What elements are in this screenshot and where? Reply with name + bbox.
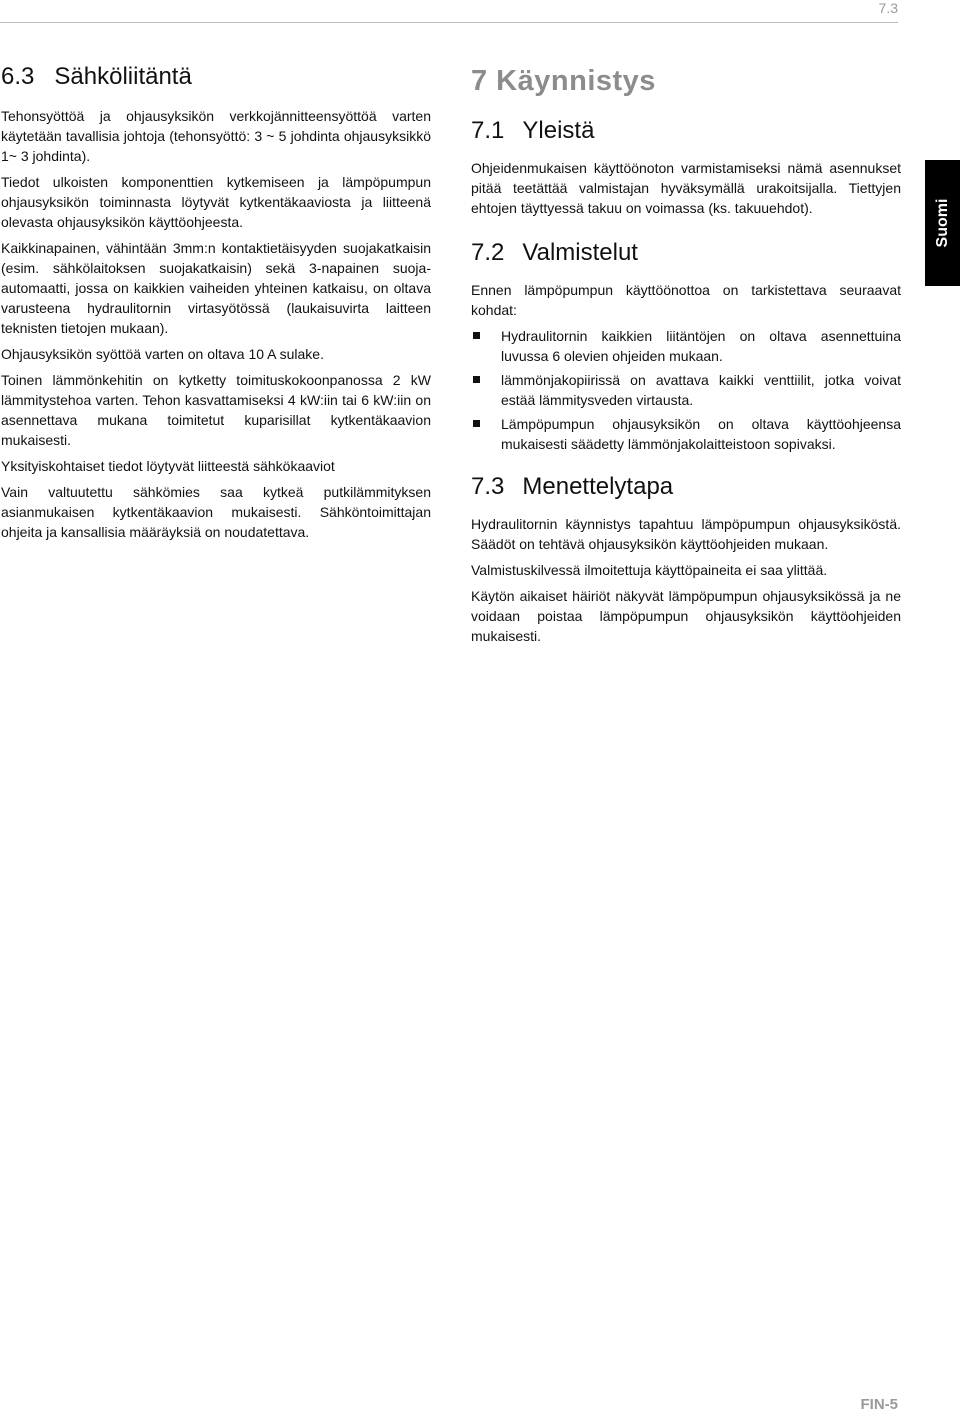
list-item-text: Lämpöpumpun ohjausyksikön on oltava käyttöohjeensa mukaisesti säädetty lämmönjakolaitteistoon sopivaksi.: [501, 416, 901, 452]
section-number: 7.2: [471, 239, 505, 266]
square-bullet-icon: [473, 332, 480, 339]
list-item: [471, 414, 901, 454]
paragraph: Käytön aikaiset häiriöt näkyvät lämpöpumpun ohjausyksikössä ja ne voidaan poistaa lämpöpumpun ohjausyksikön käyttöohjeiden mukaisesti.: [471, 588, 901, 644]
paragraph: Toinen lämmönkehitin on kytketty toimituskokoonpanossa 2 kW lämmitystehoa varten. Tehon kasvattamiseksi 4 kW:iin tai 6 kW:iin on asennettava mukana toimitetut kuparisillat kytkentäkaavion mukaisesti.: [1, 372, 431, 448]
paragraph: Valmistuskilvessä ilmoitettuja käyttöpaineita ei saa ylittää.: [471, 562, 828, 578]
language-tab: [925, 160, 960, 286]
paragraph: Tiedot ulkoisten komponenttien kytkemiseen ja lämpöpumpun ohjausyksikön toiminnasta löytyvät kytkentäkaaviosta ja liitteenä olevasta ohjausyksikön käyttöohjeesta.: [1, 174, 431, 230]
paragraph: Ennen lämpöpumpun käyttöönottoa on tarkistettava seuraavat kohdat:: [471, 282, 901, 318]
language-tab-label: Suomi: [933, 198, 951, 248]
paragraph: Ohjausyksikön syöttöä varten on oltava 10 A sulake.: [1, 346, 324, 362]
section-title: Valmistelut: [522, 239, 638, 266]
list-item-text: lämmönjakopiirissä on avattava kaikki venttiilit, jotka voivat estää lämmitysveden virtausta.: [501, 372, 901, 408]
section-heading-7-1: [471, 116, 901, 146]
section-number: 7.1: [471, 117, 505, 144]
header-divider: [0, 22, 898, 23]
checklist: [471, 326, 901, 454]
section-number: 6.3: [1, 63, 35, 90]
section-heading-7-3: [471, 472, 901, 502]
paragraph: Ohjeidenmukaisen käyttöönoton varmistamiseksi nämä asennukset pitää teetättää valmistajan hyväksymällä urakoitsijalla. Tiettyjen ehtojen täyttyessä takuu on voimassa (ks. takuuehdot).: [471, 160, 901, 216]
section-title: Sähköliitäntä: [54, 63, 192, 90]
left-column: [1, 60, 431, 548]
paragraph: Hydraulitornin käynnistys tapahtuu lämpöpumpun ohjausyksiköstä. Säädöt on tehtävä ohjausyksikön käyttöohjeiden mukaan.: [471, 516, 901, 552]
header-page-number: 7.3: [878, 0, 898, 16]
paragraph: Tehonsyöttöä ja ohjausyksikön verkkojännitteensyöttöä varten käytetään tavallisia johtoja (tehonsyöttö: 3 ~ 5 johdinta ohjausyksikkö 1~ 3 johdinta).: [1, 108, 431, 164]
section-title: Menettelytapa: [522, 473, 674, 500]
list-item: [471, 370, 901, 410]
section-title: Yleistä: [522, 117, 595, 144]
list-item: [471, 326, 901, 366]
list-item-text: Hydraulitornin kaikkien liitäntöjen on oltava asennettuina luvussa 6 olevien ohjeiden mukaan.: [501, 328, 901, 364]
section-heading-7-2: [471, 238, 901, 268]
paragraph: Yksityiskohtaiset tiedot löytyvät liitteestä sähkökaaviot: [1, 458, 335, 474]
footer-page-number: FIN-5: [860, 1396, 898, 1413]
paragraph: Vain valtuutettu sähkömies saa kytkeä putkilämmityksen asianmukaisen kytkentäkaavion mukaisesti. Sähköntoimittajan ohjeita ja kansallisia määräyksiä on noudatettava.: [1, 484, 431, 540]
chapter-title: 7 Käynnistys: [471, 65, 656, 97]
right-column: [471, 60, 901, 652]
square-bullet-icon: [473, 376, 480, 383]
section-heading-6-3: [1, 62, 431, 92]
square-bullet-icon: [473, 420, 480, 427]
section-number: 7.3: [471, 473, 505, 500]
paragraph: Kaikkinapainen, vähintään 3mm:n kontaktietäisyyden suojakatkaisin (esim. sähkölaitoksen suojakatkaisin) sekä 3-napainen suoja-automaatti, jossa on kaikkien vaiheiden yhteinen katkaisu, on oltava varusteena hydraulitornin virtasyötössä (laukaisuvirta laitteen teknisten tietojen mukaan).: [1, 240, 431, 336]
